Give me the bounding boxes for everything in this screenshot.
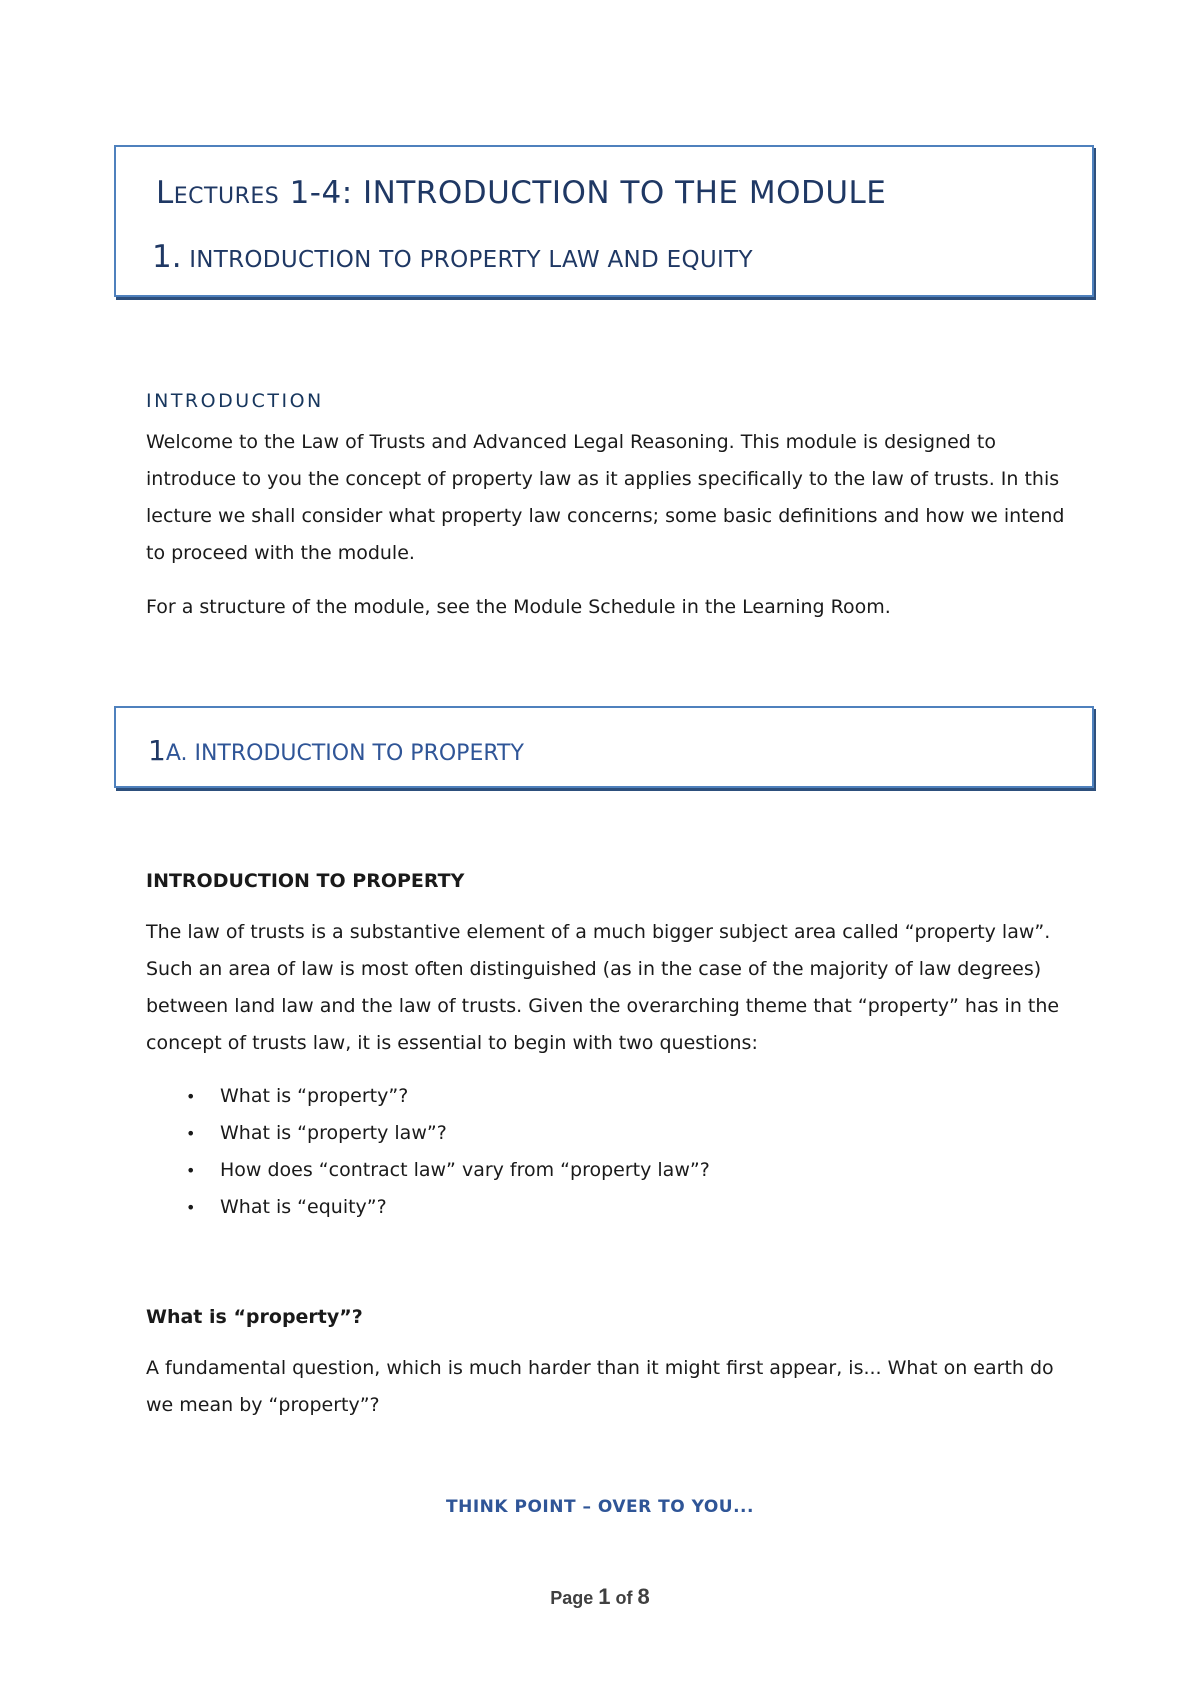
list-item-text: How does “contract law” vary from “property law”? xyxy=(220,1159,710,1181)
lecture-title xyxy=(156,175,886,211)
bullet-icon: • xyxy=(186,1087,196,1106)
section-title xyxy=(152,239,753,275)
subsection-number: 1 xyxy=(148,734,166,767)
page-word: Page xyxy=(550,1588,594,1608)
list-item-text: What is “equity”? xyxy=(220,1196,387,1218)
lecture-title-rest: 1-4: INTRODUCTION TO THE MODULE xyxy=(279,175,887,211)
list-item xyxy=(146,1152,710,1189)
list-item-text: What is “property law”? xyxy=(220,1122,447,1144)
page-total: 8 xyxy=(637,1584,650,1609)
subsection-title xyxy=(148,734,524,767)
of-word: of xyxy=(615,1588,633,1608)
intro-paragraph-2: For a structure of the module, see the Module Schedule in the Learning Room. xyxy=(146,596,891,618)
subsection-title-text: A. INTRODUCTION TO PROPERTY xyxy=(165,741,524,766)
what-is-property-heading: What is “property”? xyxy=(146,1306,363,1328)
list-item xyxy=(146,1115,710,1152)
list-item xyxy=(146,1189,710,1226)
list-item xyxy=(146,1078,710,1115)
section-number: 1. xyxy=(152,239,182,275)
bullet-icon: • xyxy=(186,1161,196,1180)
subsection-title-box xyxy=(114,706,1094,788)
bullet-icon: • xyxy=(186,1124,196,1143)
list-item-text: What is “property”? xyxy=(220,1085,409,1107)
module-title-box xyxy=(114,145,1094,297)
lecture-title-prefix: Lectures xyxy=(156,175,280,211)
what-is-property-paragraph: A fundamental question, which is much harder than it might first appear, is... What on earth do we mean by “property”? xyxy=(146,1357,1054,1416)
page-footer xyxy=(0,1584,1200,1610)
property-heading: INTRODUCTION TO PROPERTY xyxy=(146,870,465,892)
property-paragraph: The law of trusts is a substantive element of a much bigger subject area called “property law”. Such an area of law is most often distinguished (as in the case of the majority of law degrees) between land law and the law of trusts. Given the overarching theme that “property” has in the concept of trusts law, it is essential to begin with two questions: xyxy=(146,921,1060,1054)
intro-paragraph-1: Welcome to the Law of Trusts and Advanced Legal Reasoning. This module is designed to introduce to you the concept of property law as it applies specifically to the law of trusts. In this lecture we shall consider what property law concerns; some basic definitions and how we intend to proceed with the module. xyxy=(146,431,1065,564)
think-point: THINK POINT – OVER TO YOU... xyxy=(446,1497,754,1517)
page-number: 1 xyxy=(598,1584,611,1609)
section-title-text: INTRODUCTION TO PROPERTY LAW AND EQUITY xyxy=(181,247,753,273)
question-list xyxy=(146,1078,710,1226)
introduction-heading: INTRODUCTION xyxy=(146,390,324,412)
bullet-icon: • xyxy=(186,1198,196,1217)
